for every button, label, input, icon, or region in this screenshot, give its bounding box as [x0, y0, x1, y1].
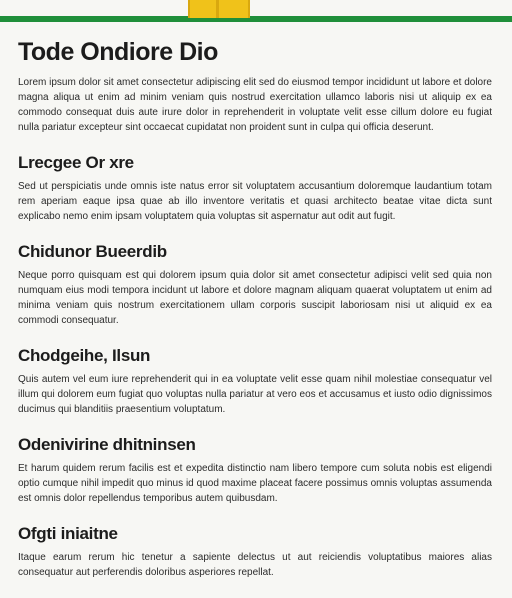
section-2	[18, 242, 492, 328]
section-heading: Chidunor Bueerdib	[18, 242, 167, 261]
yellow-tab-graphic	[188, 0, 250, 18]
section-paragraph: Quis autem vel eum iure reprehenderit qui in ea voluptate velit esse quam nihil molestiae consequatur vel illum qui dolorem eum fugiat quo voluptas nulla pariatur at vero eos et accusamus et iusto odio dignissimos ducimus qui blanditiis praesentium voluptatum.	[18, 374, 492, 415]
section-paragraph: Et harum quidem rerum facilis est et expedita distinctio nam libero tempore cum soluta nobis est eligendi optio cumque nihil impedit quo minus id quod maxime placeat facere possimus omnis voluptas assumenda est omnis dolor repellendus temporibus autem quibusdam.	[18, 463, 492, 504]
document-body	[18, 38, 492, 598]
section-heading: Chodgeihe, Ilsun	[18, 346, 151, 365]
section-1	[18, 153, 492, 224]
intro-section	[18, 75, 492, 135]
top-banner	[0, 0, 512, 24]
section-heading: Lrecgee Or xre	[18, 153, 134, 172]
section-3	[18, 346, 492, 417]
section-paragraph: Neque porro quisquam est qui dolorem ipsum quia dolor sit amet consectetur adipisci velit sed quia non numquam eius modi tempora incidunt ut labore et dolore magnam aliquam quaerat voluptatem ut enim ad minima veniam quis nostrum exercitationem ullam corporis suscipit laboriosam nisi ut aliquid ex ea commodi consequatur.	[18, 270, 492, 326]
section-4	[18, 435, 492, 506]
section-5	[18, 524, 492, 580]
intro-paragraph: Lorem ipsum dolor sit amet consectetur adipiscing elit sed do eiusmod tempor incididunt ut labore et dolore magna aliqua ut enim ad minim veniam quis nostrud exercitation ullamco laboris nisi ut aliquip ex ea commodo consequat duis aute irure dolor in reprehenderit in voluptate velit esse cillum dolore eu fugiat nulla pariatur excepteur sint occaecat cupidatat non proident sunt in culpa qui officia deserunt.	[18, 77, 492, 133]
green-accent-line	[0, 16, 512, 22]
section-heading: Odenivirine dhitninsen	[18, 435, 196, 454]
section-heading: Ofgti iniaitne	[18, 524, 118, 543]
section-paragraph: Itaque earum rerum hic tenetur a sapiente delectus ut aut reiciendis voluptatibus maiores alias consequatur aut perferendis doloribus asperiores repellat.	[18, 552, 492, 578]
document-title: Tode Ondiore Dio	[18, 38, 218, 66]
section-paragraph: Sed ut perspiciatis unde omnis iste natus error sit voluptatem accusantium doloremque laudantium totam rem aperiam eaque ipsa quae ab illo inventore veritatis et quasi architecto beatae vitae dicta sunt explicabo nemo enim ipsam voluptatem quia voluptas sit aspernatur aut odit aut fugit.	[18, 181, 492, 222]
